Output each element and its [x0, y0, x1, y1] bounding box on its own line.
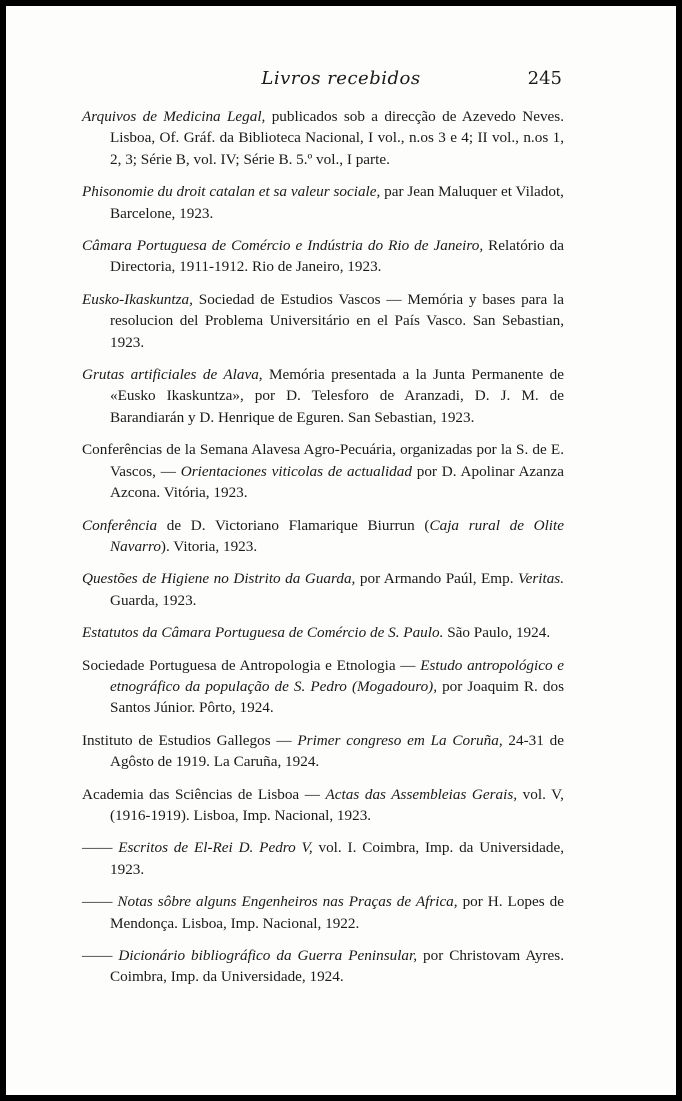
- entry-title-secondary: Veritas.: [518, 570, 565, 588]
- list-item: [82, 515, 564, 558]
- entry-title: Grutas artificiales de Alava,: [82, 366, 263, 384]
- entry-title: Estudo antropológico e etnográfico da população de S. Pedro (Mogadouro),: [110, 656, 564, 695]
- list-item: [82, 106, 564, 170]
- list-item: [82, 837, 564, 880]
- entry-body: Memória presentada a la Junta Permanente de «Eusko Ikaskuntza», por D. Telesforo de Aranzadi, D. J. M. de Barandiarán y D. Henrique de Eguren. San Sebastian, 1923.: [110, 366, 564, 426]
- page-header: [6, 68, 676, 92]
- entry-body: por Christovam Ayres. Coimbra, Imp. da Universidade, 1924.: [110, 947, 565, 986]
- entry-prefix: Conferências de la Semana Alavesa Agro-Pecuária, organizadas por la S. de E. Vascos, —: [82, 441, 564, 480]
- running-title: Livros recebidos: [261, 68, 421, 89]
- entry-prefix: Academia das Sciências de Lisboa —: [82, 785, 326, 803]
- list-item: [82, 622, 564, 643]
- list-item: [82, 730, 564, 773]
- entry-body: por Joaquim R. dos Santos Júnior. Pôrto, 1924.: [110, 677, 564, 717]
- entry-prefix: ——: [82, 839, 119, 857]
- entry-title: Primer congreso em La Coruña,: [297, 731, 503, 749]
- book-page: [6, 6, 676, 1095]
- entry-title: Eusko-Ikaskuntza,: [82, 290, 193, 308]
- entry-title: Câmara Portuguesa de Comércio e Indústria do Rio de Janeiro,: [82, 237, 484, 255]
- list-item: [82, 289, 564, 353]
- page-number: 245: [527, 68, 562, 89]
- list-item: [82, 181, 564, 224]
- entry-title: Phisonomie du droit catalan et sa valeur sociale,: [82, 183, 381, 201]
- entry-title: Dicionário bibliográfico da Guerra Peninsular,: [118, 947, 418, 964]
- entry-body: Sociedad de Estudios Vascos — Memória y bases para la resolucion del Problema Universitário en el País Vasco. San Sebastian, 1923.: [110, 290, 564, 351]
- entry-title: Actas das Assembleias Gerais,: [325, 785, 518, 803]
- entry-body: Relatório da Directoria, 1911-1912. Rio de Janeiro, 1923.: [110, 237, 564, 276]
- entry-title: Escritos de El-Rei D. Pedro V,: [118, 839, 313, 857]
- list-item: [82, 655, 564, 719]
- list-item: [82, 439, 564, 503]
- list-item: [82, 784, 564, 827]
- entry-body: de D. Victoriano Flamarique Biurrun (: [157, 516, 430, 534]
- entry-prefix: Sociedade Portuguesa de Antropologia e Etnologia —: [82, 656, 421, 674]
- entry-title-secondary: Caja rural de Olite Navarro: [110, 516, 564, 555]
- entry-body: vol. V, (1916-1919). Lisboa, Imp. Nacional, 1923.: [110, 785, 564, 824]
- list-item: [82, 568, 564, 611]
- list-item: [82, 364, 564, 428]
- entry-body-tail: Guarda, 1923.: [110, 591, 197, 609]
- entry-body: 24-31 de Agôsto de 1919. La Caruña, 1924.: [110, 731, 564, 771]
- entry-body: São Paulo, 1924.: [443, 624, 551, 642]
- entry-title: Notas sôbre alguns Engenheiros nas Praças de Africa,: [117, 893, 458, 911]
- entry-body: por H. Lopes de Mendonça. Lisboa, Imp. Nacional, 1922.: [110, 893, 564, 932]
- entry-title: Orientaciones viticolas de actualidad: [180, 462, 412, 480]
- received-books-list: [82, 106, 564, 999]
- list-item: [82, 945, 564, 988]
- list-item: [82, 891, 564, 934]
- entry-body: publicados sob a direcção de Azevedo Neves. Lisboa, Of. Gráf. da Biblioteca Nacional, I vol., n.os 3 e 4; II vol., n.os 1, 2, 3; Série B, vol. IV; Série B. 5.º vol., I parte.: [110, 108, 564, 168]
- entry-prefix: ——: [82, 893, 118, 911]
- entry-prefix: Instituto de Estudios Gallegos —: [82, 731, 298, 749]
- entry-body: por Armando Paúl, Emp.: [355, 570, 519, 588]
- entry-title: Questões de Higiene no Distrito da Guarda,: [82, 570, 356, 588]
- entry-title: Estatutos da Câmara Portuguesa de Comércio de S. Paulo.: [82, 624, 444, 642]
- entry-body: vol. I. Coimbra, Imp. da Universidade, 1923.: [110, 839, 564, 878]
- entry-body: por D. Apolinar Azanza Azcona. Vitória, 1923.: [110, 462, 564, 502]
- entry-body: par Jean Maluquer et Viladot, Barcelone, 1923.: [110, 183, 564, 222]
- entry-title: Conferência: [82, 516, 158, 534]
- entry-prefix: ——: [82, 947, 119, 964]
- entry-title: Arquivos de Medicina Legal,: [82, 108, 266, 125]
- entry-body-tail: ). Vitoria, 1923.: [160, 537, 258, 555]
- list-item: [82, 235, 564, 278]
